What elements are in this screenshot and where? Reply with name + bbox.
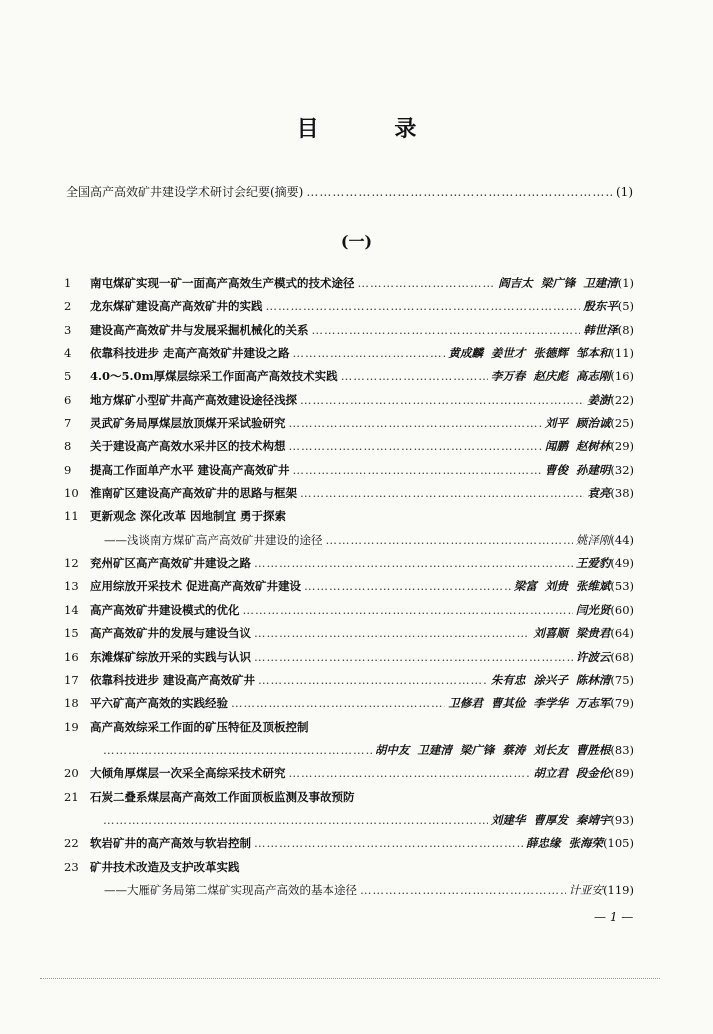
entry-authors: 朱有忠 涂兴子 陈林清: [490, 672, 611, 687]
leader-dots: [254, 836, 523, 850]
toc-entry[interactable]: [64, 322, 634, 345]
summary-page: (1): [616, 185, 633, 199]
entry-authors: 刘喜顺 梁贵君: [533, 626, 611, 641]
entry-title: 平六矿高产高效的实践经验: [90, 696, 228, 711]
entry-authors: 胡中友 卫建清 梁广锋 蔡涛 刘长友 曹胜根: [374, 742, 611, 757]
entry-authors: 韩世泽: [583, 322, 618, 337]
entry-number: 11: [64, 509, 79, 524]
entry-title: 依靠科技进步 走高产高效矿井建设之路: [90, 346, 290, 361]
entry-authors: 王爱豹: [575, 556, 611, 571]
toc-entry-continuation[interactable]: [64, 812, 634, 835]
entry-title: 关于建设高产高效水采井区的技术构想: [90, 439, 286, 454]
table-of-contents: [64, 275, 634, 905]
toc-entry-continuation[interactable]: [64, 742, 634, 765]
toc-entry[interactable]: [64, 789, 634, 812]
entry-page: (29): [610, 439, 634, 454]
leader-dots: [289, 416, 542, 430]
toc-entry[interactable]: [64, 625, 634, 648]
toc-entry[interactable]: [64, 438, 634, 461]
entry-number: 2: [64, 299, 72, 314]
entry-authors: 黄成麟 姜世才 张德辉 邹本和: [448, 346, 611, 361]
entry-page: (64): [610, 626, 634, 641]
entry-page: (5): [617, 299, 634, 314]
leader-dots: [300, 486, 584, 500]
toc-entry-continuation[interactable]: [64, 882, 634, 905]
leader-dots: [254, 626, 530, 640]
entry-title: 石炭二叠系煤层高产高效工作面顶板监测及事故预防: [90, 789, 355, 804]
entry-number: 4: [64, 346, 72, 361]
toc-entry[interactable]: [64, 859, 634, 882]
entry-title: 兖州矿区高产高效矿井建设之路: [90, 556, 251, 571]
toc-entry[interactable]: [64, 275, 634, 298]
leader-dots: [289, 439, 542, 453]
toc-entry[interactable]: [64, 602, 634, 625]
entry-page: (89): [610, 766, 634, 781]
entry-page: (105): [603, 836, 634, 851]
entry-page: (68): [610, 649, 634, 664]
entry-page: (49): [610, 556, 634, 571]
entry-title: 提高工作面单产水平 建设高产高效矿井: [90, 462, 290, 477]
entry-title: 南屯煤矿实现一矿一面高产高效生产模式的技术途径: [90, 276, 355, 290]
entry-number: 3: [64, 322, 72, 337]
entry-title: 更新观念 深化改革 因地制宜 勇于探索: [90, 509, 287, 524]
toc-entry[interactable]: [64, 392, 634, 415]
entry-number: 8: [64, 439, 72, 454]
toc-entry[interactable]: [64, 485, 634, 508]
entry-title: 4.0～5.0m厚煤层综采工作面高产高效技术实践: [90, 369, 338, 384]
entry-number: 14: [64, 602, 79, 617]
summary-title: 全国高产高效矿井建设学术研讨会纪要(摘要): [66, 185, 304, 199]
entry-page: (16): [610, 369, 634, 384]
entry-title: 龙东煤矿建设高产高效矿井的实践: [90, 299, 263, 314]
toc-entry[interactable]: [64, 345, 634, 368]
entry-number: 7: [64, 416, 72, 431]
entry-number: 9: [64, 462, 72, 477]
toc-entry[interactable]: [64, 298, 634, 321]
entry-title: 东滩煤矿综放开采的实践与认识: [90, 649, 251, 664]
leader-dots: [360, 883, 566, 897]
toc-entry[interactable]: [64, 719, 634, 742]
entry-authors: 刘平 顾治诚: [544, 416, 611, 431]
toc-entry[interactable]: [64, 695, 634, 718]
leader-dots: [103, 813, 488, 827]
toc-entry-continuation[interactable]: [64, 532, 634, 555]
entry-authors: 薛忠缘 张海荣: [526, 836, 604, 851]
leader-dots: [306, 185, 613, 199]
entry-number: 20: [64, 766, 79, 781]
entry-page: (25): [610, 416, 634, 431]
leader-dots: [304, 579, 511, 593]
entry-title: 依靠科技进步 建设高产高效矿井: [90, 672, 256, 687]
entry-authors: 计亚安: [568, 882, 604, 897]
entry-title: 应用综放开采技术 促进高产高效矿井建设: [90, 579, 302, 594]
entry-page: (1): [617, 276, 634, 290]
entry-title: 矿井技术改造及支护改革实践: [90, 859, 240, 874]
entry-title: 建设高产高效矿井与发展采掘机械化的关系: [90, 322, 309, 337]
leader-dots: [341, 369, 488, 383]
leader-dots: [326, 533, 573, 547]
entry-authors: 许波云: [575, 649, 611, 664]
leader-dots: [258, 673, 488, 687]
entry-page: (75): [610, 672, 634, 687]
entry-authors: 袁亮: [587, 486, 611, 501]
entry-authors: 卫修君 曹其俭 李学华 万志军: [448, 696, 611, 711]
leader-dots: [293, 346, 446, 360]
entry-page: (22): [610, 392, 634, 407]
entry-title: 软岩矿井的高产高效与软岩控制: [90, 836, 251, 851]
toc-entry[interactable]: [64, 415, 634, 438]
entry-authors: 姚泽刚: [575, 532, 611, 547]
toc-entry[interactable]: [64, 462, 634, 485]
entry-number: 1: [64, 276, 72, 290]
leader-dots: [358, 276, 496, 290]
toc-entry[interactable]: [64, 578, 634, 601]
entry-number: 15: [64, 626, 79, 641]
entry-number: 21: [64, 789, 79, 804]
entry-authors: 闫光贤: [575, 602, 611, 617]
entry-authors: 阎吉太 梁广锋 卫建清: [498, 276, 618, 290]
summary-entry[interactable]: [66, 183, 633, 200]
entry-number: 22: [64, 836, 79, 851]
entry-authors: 曹俊 孙建明: [544, 462, 611, 477]
entry-title: 高产高效矿井的发展与建设刍议: [90, 626, 251, 641]
entry-title: 高产高效综采工作面的矿压特征及顶板控制: [90, 719, 309, 734]
entry-page: (60): [610, 602, 634, 617]
page-number: — 1 —: [594, 910, 634, 924]
entry-page: (8): [617, 322, 634, 337]
leader-dots: [103, 743, 372, 757]
entry-title: 淮南矿区建设高产高效矿井的思路与框架: [90, 486, 297, 501]
entry-authors: 梁富 刘贵 张维斌: [513, 579, 611, 594]
entry-subtitle: ——浅谈南方煤矿高产高效矿井建设的途径: [104, 532, 323, 547]
leader-dots: [289, 766, 531, 780]
entry-page: (32): [610, 462, 634, 477]
entry-authors: 胡立君 段金伦: [533, 766, 611, 781]
entry-number: 5: [64, 369, 72, 384]
entry-authors: 姜澍: [587, 392, 611, 407]
entry-authors: 闻鹏 赵树林: [544, 439, 611, 454]
entry-page: (38): [610, 486, 634, 501]
entry-page: (93): [610, 812, 634, 827]
entry-number: 18: [64, 696, 79, 711]
entry-page: (11): [610, 346, 634, 361]
entry-authors: 李万春 赵庆彪 高志刚: [490, 369, 611, 384]
entry-number: 10: [64, 486, 79, 501]
leader-dots: [293, 463, 542, 477]
leader-dots: [254, 650, 573, 664]
bottom-divider: [40, 978, 660, 979]
toc-entry[interactable]: [64, 649, 634, 672]
entry-title: 高产高效矿井建设模式的优化: [90, 602, 240, 617]
entry-page: (79): [610, 696, 634, 711]
entry-number: 19: [64, 719, 79, 734]
entry-title: 灵武矿务局厚煤层放顶煤开采试验研究: [90, 416, 286, 431]
leader-dots: [312, 323, 581, 337]
toc-entry[interactable]: [64, 555, 634, 578]
leader-dots: [243, 603, 573, 617]
leader-dots: [254, 556, 573, 570]
entry-page: (83): [610, 742, 634, 757]
entry-number: 23: [64, 859, 79, 874]
entry-number: 13: [64, 579, 79, 594]
entry-number: 12: [64, 556, 79, 571]
entry-page: (44): [610, 532, 634, 547]
entry-number: 17: [64, 672, 79, 687]
toc-entry[interactable]: [64, 835, 634, 858]
entry-subtitle: ——大雁矿务局第二煤矿实现高产高效的基本途径: [104, 882, 357, 897]
entry-authors: 殷东平: [583, 299, 618, 314]
entry-title: 大倾角厚煤层一次采全高综采技术研究: [90, 766, 286, 781]
page-title: 目 录: [296, 116, 451, 142]
entry-number: 6: [64, 392, 72, 407]
leader-dots: [266, 299, 581, 313]
toc-entry[interactable]: [64, 672, 634, 695]
entry-page: (119): [603, 882, 634, 897]
toc-entry[interactable]: [64, 765, 634, 788]
entry-authors: 刘建华 曹厚发 秦靖宇: [490, 812, 611, 827]
entry-page: (53): [610, 579, 634, 594]
entry-title: 地方煤矿小型矿井高产高效建设途径浅探: [90, 392, 297, 407]
section-heading: (一): [340, 232, 373, 251]
leader-dots: [231, 696, 445, 710]
toc-entry[interactable]: [64, 368, 634, 391]
toc-entry[interactable]: [64, 508, 634, 531]
entry-number: 16: [64, 649, 79, 664]
leader-dots: [300, 393, 584, 407]
